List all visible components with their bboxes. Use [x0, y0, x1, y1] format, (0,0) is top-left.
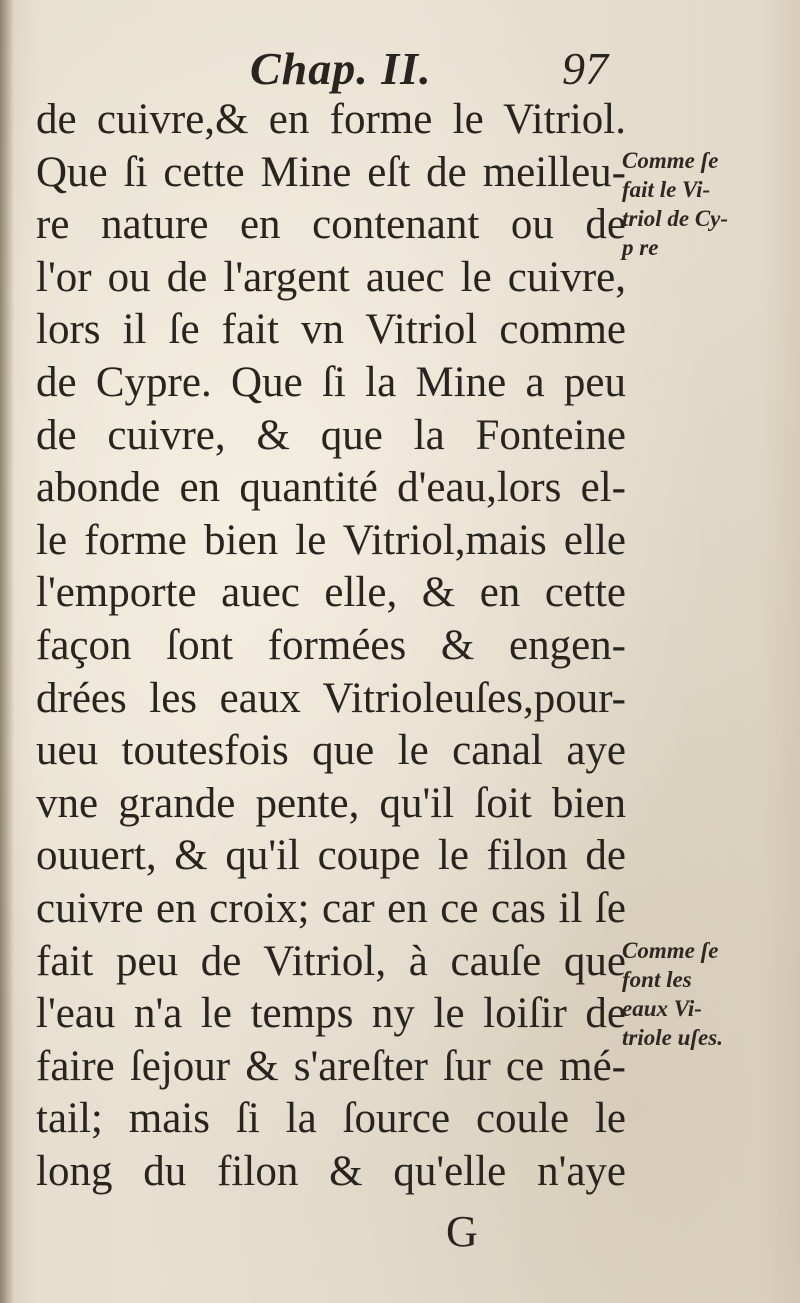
- text-line: drées les eaux Vitrioleuſes,pour-: [36, 674, 626, 722]
- margin-note-line: p re: [622, 235, 659, 260]
- text-line: ouuert, & qu'il coupe le filon de: [36, 832, 626, 880]
- running-head: Chap. II.: [250, 43, 432, 94]
- margin-note-line: triol de Cy-: [622, 206, 729, 231]
- text-line: de Cypre. Que ſi la Mine a peu: [36, 358, 626, 406]
- page-number: 97: [562, 43, 608, 94]
- text-line: de cuivre,& en forme le Vitriol.: [36, 96, 626, 143]
- text-line: de cuivre, & que la Fonteine: [36, 411, 626, 459]
- margin-note-eaux-vitrioleuses: [622, 936, 792, 1052]
- text-line: l'eau n'a le temps ny le loiſir de: [36, 990, 626, 1038]
- text-line: abonde en quantité d'eau,lors el-: [36, 464, 626, 512]
- text-line: l'or ou de l'argent auec le cuivre,: [36, 253, 626, 301]
- text-line: re nature en contenant ou de: [36, 201, 626, 249]
- text-line: Que ſi cette Mine eſt de meilleu-: [36, 148, 626, 196]
- text-line: cuivre en croix; car en ce cas il ſe: [36, 884, 626, 932]
- margin-note-line: Comme ſe: [622, 938, 719, 963]
- margin-note-vitriol-cypre: [622, 146, 792, 262]
- body-text: [36, 94, 626, 1198]
- margin-note-line: Comme ſe: [622, 148, 719, 173]
- text-line: ueu toutesfois que le canal aye: [36, 727, 626, 775]
- text-line: le forme bien le Vitriol,mais elle: [36, 516, 626, 564]
- gutter-shadow: [0, 0, 14, 1303]
- text-line: faire ſejour & s'areſter ſur ce mé-: [36, 1042, 626, 1090]
- text-line: long du filon & qu'elle n'aye: [36, 1147, 626, 1195]
- margin-note-line: font les: [622, 967, 692, 992]
- margin-note-line: eaux Vi-: [622, 996, 702, 1021]
- text-line: façon ſont formées & engen-: [36, 621, 626, 669]
- page-header: [0, 38, 800, 98]
- signature-mark: G: [446, 1207, 478, 1256]
- text-line: fait peu de Vitriol, à cauſe que: [36, 937, 626, 985]
- text-line: l'emporte auec elle, & en cette: [36, 569, 626, 617]
- text-line: tail; mais ſi la ſource coule le: [36, 1095, 626, 1143]
- text-line: vne grande pente, qu'il ſoit bien: [36, 779, 626, 827]
- margin-note-line: triole uſes.: [622, 1025, 723, 1050]
- margin-note-line: fait le Vi-: [622, 177, 711, 202]
- text-line: lors il ſe fait vn Vitriol comme: [36, 306, 626, 354]
